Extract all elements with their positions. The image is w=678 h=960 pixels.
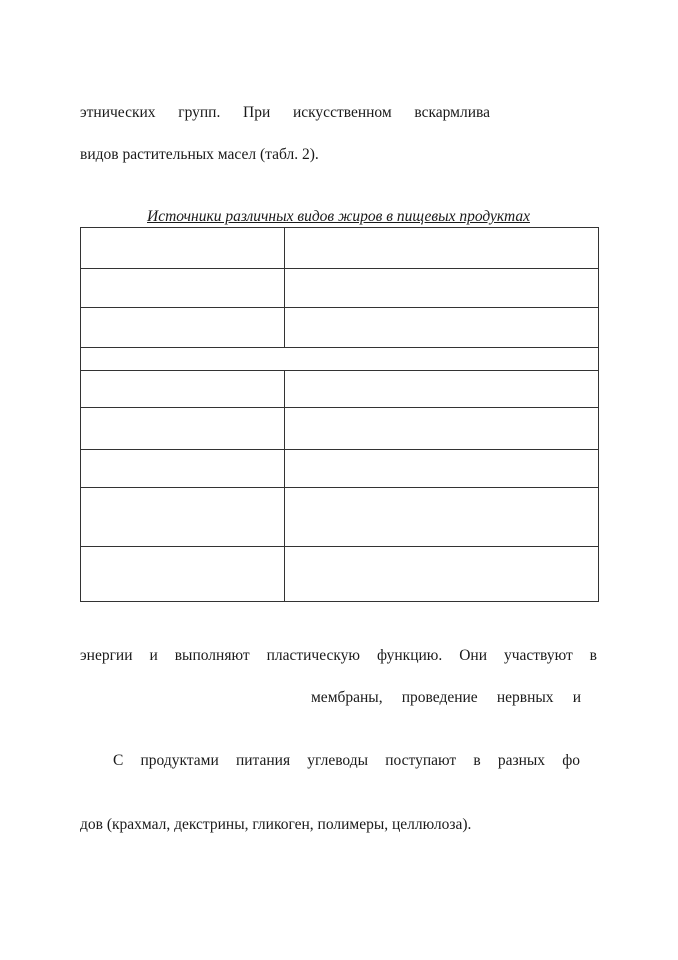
table-cell (81, 488, 285, 547)
table-row (81, 308, 599, 348)
table-cell (81, 371, 285, 408)
table-row (81, 450, 599, 488)
table-row-merged (81, 348, 599, 371)
table-cell (285, 371, 599, 408)
paragraph-line: С продуктами питания углеводы поступают в разных фо (113, 752, 580, 769)
table-cell (285, 228, 599, 269)
paragraph-line: энергии и выполняют пластическую функцию. Они участвуют в (80, 647, 597, 664)
table-row (81, 228, 599, 269)
table-cell (285, 308, 599, 348)
table-cell (285, 450, 599, 488)
paragraph-line: этнических групп. При искусственном вскармлива (80, 104, 490, 121)
table-cell (285, 269, 599, 308)
table-row (81, 269, 599, 308)
table-cell (81, 547, 285, 602)
table-cell (81, 228, 285, 269)
table-cell (81, 348, 599, 371)
table-row (81, 547, 599, 602)
table-cell (81, 269, 285, 308)
table-caption: Источники различных видов жиров в пищевых продуктах (147, 208, 530, 225)
paragraph-line: видов растительных масел (табл. 2). (80, 146, 319, 163)
table-row (81, 371, 599, 408)
table-cell (81, 450, 285, 488)
table-row (81, 488, 599, 547)
table-cell (285, 488, 599, 547)
fat-sources-table (80, 227, 599, 602)
paragraph-line: мембраны, проведение нервных и (311, 689, 581, 706)
table-cell (285, 547, 599, 602)
table-cell (81, 308, 285, 348)
table-cell (285, 408, 599, 450)
paragraph-line: дов (крахмал, декстрины, гликоген, полимеры, целлюлоза). (80, 816, 472, 833)
table-cell (81, 408, 285, 450)
table-row (81, 408, 599, 450)
